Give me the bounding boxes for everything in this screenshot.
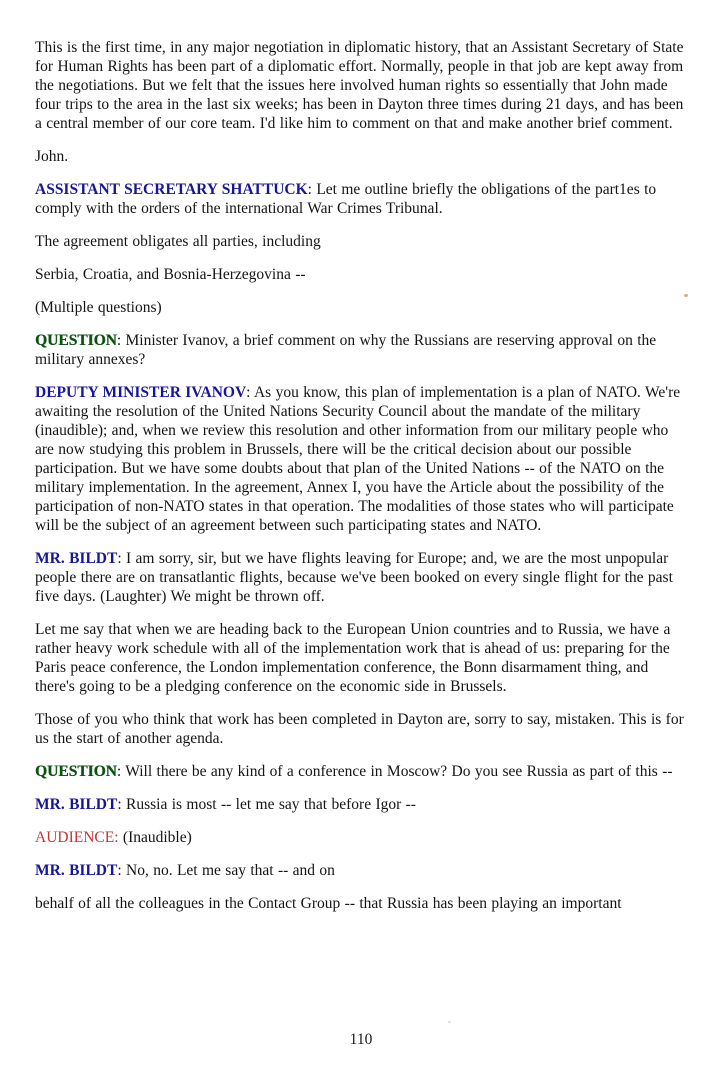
paragraph <box>35 828 689 847</box>
paragraph-text: behalf of all the colleagues in the Contact Group -- that Russia has been playing an important <box>35 895 622 912</box>
speaker-label-ivanov: DEPUTY MINISTER IVANOV <box>35 384 247 401</box>
paragraph-text: (Inaudible) <box>118 829 192 846</box>
paragraph <box>35 620 689 696</box>
paragraph-text: Serbia, Croatia, and Bosnia-Herzegovina -- <box>35 266 306 283</box>
paragraph <box>35 383 689 535</box>
page-number: 110 <box>349 1031 373 1048</box>
scan-speck <box>684 294 688 297</box>
paragraph-text: The agreement obligates all parties, including <box>35 233 321 250</box>
paragraph <box>35 861 689 880</box>
paragraph-text: (Multiple questions) <box>35 299 162 316</box>
paragraph-text: : Russia is most -- let me say that before Igor -- <box>117 796 416 813</box>
paragraph <box>35 180 689 218</box>
paragraph-text: This is the first time, in any major negotiation in diplomatic history, that an Assistant Secretary of State for Human Rights has been part of a diplomatic effort. Normally, people in that job are kept away from the negotiations. But we felt that the issues here involved human rights so essentially that John made four trips to the area in the last six weeks; has been in Dayton three times during 21 days, and has been a central member of our core team. I'd like him to comment on that and make another brief comment. <box>35 39 684 132</box>
paragraph-text: John. <box>35 148 69 165</box>
paragraph <box>35 710 689 748</box>
paragraph <box>35 265 689 284</box>
paragraph-text: Let me say that when we are heading back to the European Union countries and to Russia, we have a rather heavy work schedule with all of the implementation work that is ahead of us: preparing for the Paris peace conference, the London implementation conference, the Bonn disarmament thing, and there's going to be a pledging conference on the economic side in Brussels. <box>35 621 671 695</box>
speaker-label-shattuck: ASSISTANT SECRETARY SHATTUCK <box>35 181 308 198</box>
paragraph <box>35 232 689 251</box>
paragraph-text: : Will there be any kind of a conference in Moscow? Do you see Russia as part of this -- <box>116 763 673 780</box>
speaker-label-question: QUESTION <box>35 763 117 780</box>
paragraph <box>35 38 689 133</box>
speaker-label-audience: AUDIENCE: <box>35 829 119 846</box>
speaker-label-bildt: MR. BILDT <box>35 796 118 813</box>
paragraph <box>35 147 689 166</box>
paragraph-text: : Minister Ivanov, a brief comment on why the Russians are reserving approval on the military annexes? <box>35 332 657 368</box>
speaker-label-bildt: MR. BILDT <box>35 550 118 567</box>
paragraph <box>35 762 689 781</box>
speaker-label-bildt: MR. BILDT <box>35 862 118 879</box>
speaker-label-question: QUESTION <box>35 332 117 349</box>
paragraph <box>35 795 689 814</box>
paragraph-text: : Let me outline briefly the obligations of the part1es to comply with the orders of the international War Crimes Tribunal. <box>35 181 657 217</box>
paragraph <box>35 549 689 606</box>
paragraph-text: Those of you who think that work has been completed in Dayton are, sorry to say, mistaken. This is for us the start of another agenda. <box>35 711 684 747</box>
paragraph-text: : I am sorry, sir, but we have flights leaving for Europe; and, we are the most unpopular people there are on transatlantic flights, because we've been booked on every single flight for the past five days. (Laughter) We might be thrown off. <box>35 550 673 605</box>
scan-speck <box>448 1021 451 1023</box>
paragraph <box>35 331 689 369</box>
paragraph-text: : No, no. Let me say that -- and on <box>117 862 335 879</box>
paragraph-text: : As you know, this plan of implementation is a plan of NATO. We're awaiting the resolution of the United Nations Security Council about the mandate of the military (inaudible); and, when we review this resolution and other information from our military people who are now studying this problem in Brussels, there will be the critical decision about our possible participation. But we have some doubts about that plan of the United Nations -- of the NATO on the military implementation. In the agreement, Annex I, you have the Article about the possibility of the participation of non-NATO states in that operation. The modalities of those states who will participate will be the subject of an agreement between such participating states and NATO. <box>35 384 681 534</box>
paragraph <box>35 894 689 913</box>
paragraph <box>35 298 689 317</box>
